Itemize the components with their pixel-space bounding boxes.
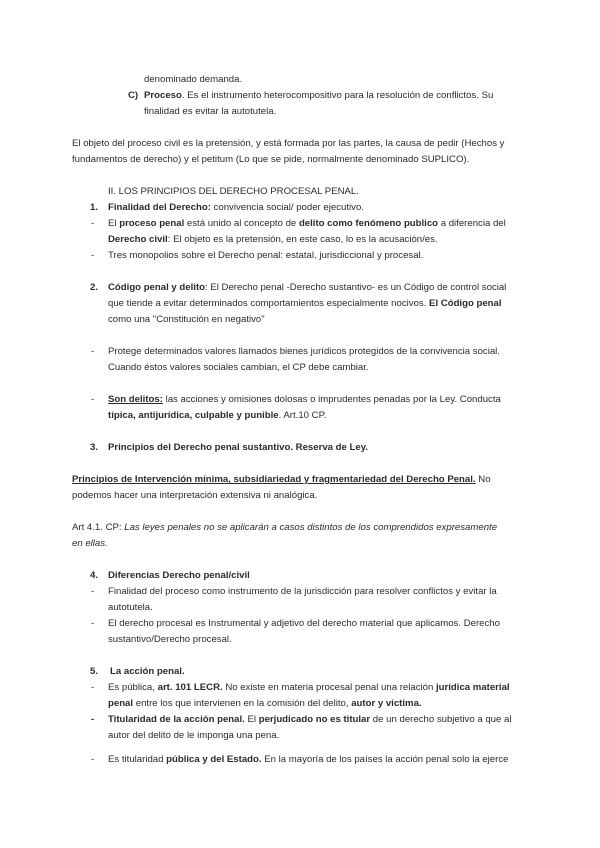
bold-text: art. 101 LECR.: [157, 682, 223, 693]
bold-text: jurídica material: [436, 682, 510, 693]
text: : El Derecho penal -Derecho sustantivo- es un Código de control social: [205, 282, 507, 293]
bullet-item: [108, 216, 528, 248]
paragraph-principios: [72, 472, 528, 504]
text: El: [108, 218, 120, 229]
bold-text: El Código penal: [429, 298, 502, 309]
bullet-dash: -: [91, 714, 95, 725]
text: No existe en materia procesal penal una relación: [222, 682, 436, 693]
list-marker: C): [128, 90, 139, 101]
text-line: autotutela.: [108, 602, 153, 613]
paragraph-art: [72, 520, 528, 552]
text: El: [244, 714, 259, 725]
text-line: El derecho procesal es Instrumental y adjetivo del derecho material que aplicamos. Derecho: [108, 618, 500, 629]
text: que tiende a evitar determinados comportamientos especialmente nocivos.: [108, 298, 430, 309]
bold-text: proceso penal: [119, 218, 185, 229]
text-line: Protege determinados valores llamados bienes jurídicos protegidos de la convivencia social.: [108, 346, 500, 357]
list-item-2: [108, 280, 528, 328]
text: autor del delito de le imponga una pena.: [108, 730, 280, 741]
list-number: 4.: [90, 570, 99, 581]
bullet-item: [108, 712, 528, 744]
bold-text: Finalidad del Derecho:: [108, 202, 211, 213]
underlined-bold-text: Son delitos:: [108, 394, 163, 405]
underlined-bold-text: Principios de Intervención mínima, subsidiariedad y fragmentariedad del Derecho Penal.: [72, 474, 476, 485]
text-line: El objeto del proceso civil es la pretensión, y está formada por las partes, la causa de pedir (Hechos y: [72, 138, 505, 149]
text: . Art.10 CP.: [278, 410, 327, 421]
text: de un derecho subjetivo a que al: [370, 714, 512, 725]
text: convivencia social/ poder ejecutivo.: [210, 202, 364, 213]
bold-text: Proceso: [144, 90, 182, 101]
text: entre los que intervienen en la comisión del delito,: [133, 698, 352, 709]
italic-text: en ellas.: [72, 538, 108, 549]
text: Es pública,: [108, 682, 158, 693]
text-line: fundamentos de derecho) y el petitum (Lo que se pide, normalmente denominado SUPLICO).: [72, 154, 470, 165]
bold-text: perjudicado no es titular: [258, 714, 371, 725]
bullet-dash: -: [91, 586, 95, 597]
italic-text: Las leyes penales no se aplicarán a casos distintos de los comprendidos expresamente: [124, 522, 498, 533]
bullet-item: Tres monopolios sobre el Derecho penal: estatal, jurisdiccional y procesal.: [108, 250, 424, 261]
text: a diferencia del: [438, 218, 506, 229]
text: podemos hacer una interpretación extensiva ni analógica.: [72, 490, 318, 501]
list-item-4: Diferencias Derecho penal/civil: [108, 570, 250, 581]
list-item-c-line2: [144, 104, 276, 120]
bullet-item: [108, 392, 528, 424]
text-line: Cuando éstos valores sociales cambian, el CP debe cambiar.: [108, 362, 369, 373]
list-number: 3.: [90, 442, 99, 453]
bullet-dash: -: [91, 394, 95, 405]
list-item-5: La acción penal.: [110, 666, 185, 677]
bold-text: Derecho civil: [108, 234, 168, 245]
list-number: 2.: [90, 282, 99, 293]
bold-text: Titularidad de la acción penal.: [108, 714, 245, 725]
text: : El objeto es la pretensión, en este caso, lo es la acusación/es.: [167, 234, 438, 245]
bold-text: autor y víctima.: [351, 698, 422, 709]
text: En la mayoría de los países la acción penal solo la ejerce: [261, 754, 509, 765]
bullet-item: [108, 344, 528, 376]
bold-text: Código penal y delito: [108, 282, 206, 293]
bullet-item: [108, 616, 528, 648]
bullet-dash: -: [91, 218, 95, 229]
bullet-item: [108, 680, 528, 712]
bullet-dash: -: [91, 618, 95, 629]
bullet-dash: -: [91, 346, 95, 357]
bullet-item: [108, 752, 528, 768]
section-heading: II. LOS PRINCIPIOS DEL DERECHO PROCESAL PENAL.: [108, 186, 359, 197]
text: Es titularidad: [108, 754, 167, 765]
bullet-dash: -: [91, 682, 95, 693]
bullet-dash: -: [91, 754, 95, 765]
list-number: 1.: [90, 202, 99, 213]
bullet-dash: -: [91, 250, 95, 261]
paragraph-continuation: [144, 72, 242, 88]
list-item-c: [144, 88, 525, 104]
bold-text: pública y del Estado.: [166, 754, 262, 765]
text: las acciones y omisiones dolosas o imprudentes penadas por la Ley. Conducta: [162, 394, 501, 405]
text-line: sustantivo/Derecho procesal.: [108, 634, 232, 645]
text: finalidad es evitar la autotutela.: [144, 106, 277, 117]
text: como una "Constitución en negativo": [108, 314, 265, 325]
text: denominado demanda.: [144, 74, 243, 85]
text: . Es el instrumento heterocompositivo para la resolución de conflictos. Su: [181, 90, 494, 101]
bold-text: típica, antijurídica, culpable y punible: [108, 410, 279, 421]
list-number: 5.: [90, 666, 99, 677]
text: No: [475, 474, 491, 485]
bold-text: delito como fenómeno publico: [298, 218, 439, 229]
bullet-item: [108, 584, 528, 616]
bold-text: penal: [108, 698, 134, 709]
list-item-1: [108, 200, 364, 216]
list-item-3: Principios del Derecho penal sustantivo. Reserva de Ley.: [108, 442, 369, 453]
text: Art 4.1. CP:: [72, 522, 125, 533]
text: está unido al concepto de: [184, 218, 299, 229]
paragraph-objeto: [72, 136, 528, 168]
text-line: Finalidad del proceso como instrumento de la jurisdicción para resolver conflictos y evitar la: [108, 586, 497, 597]
